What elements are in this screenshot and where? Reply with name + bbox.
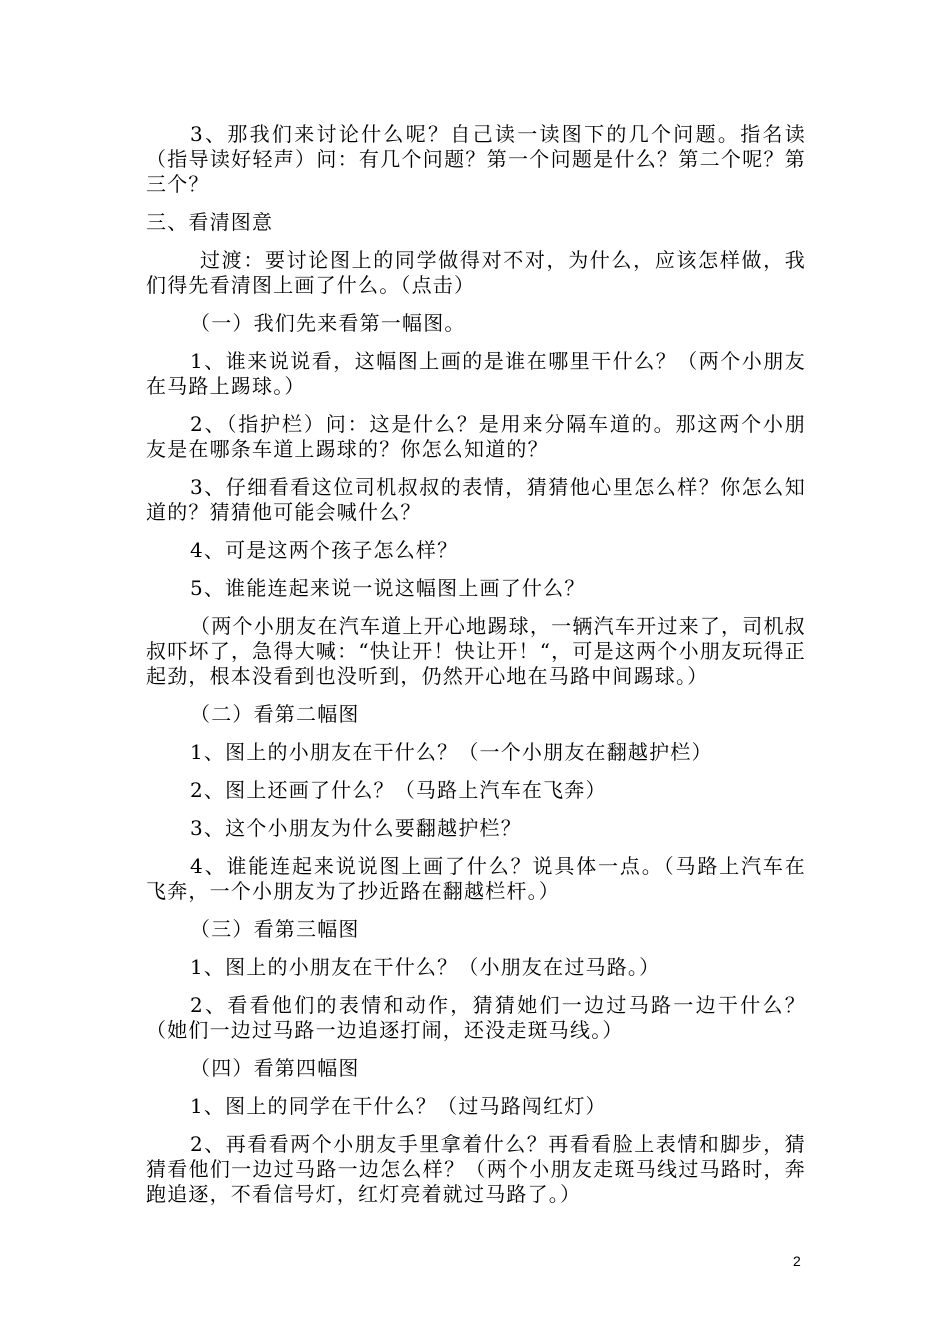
paragraph: 2、再看看两个小朋友手里拿着什么？再看看脸上表情和脚步，猜猜看他们一边过马路一边怎么样？（两个小朋友走斑马线过马路时，奔跑追逐，不看信号灯，红灯亮着就过马路了。） [146,1132,806,1206]
paragraph: 3、仔细看看这位司机叔叔的表情，猜猜他心里怎么样？你怎么知道的？猜猜他可能会喊什么？ [146,475,806,524]
page-content [146,122,806,1220]
paragraph: 3、那我们来讨论什么呢？自己读一读图下的几个问题。指名读（指导读好轻声）问：有几个问题？第一个问题是什么？第二个呢？第三个？ [146,122,806,196]
paragraph: 过渡：要讨论图上的同学做得对不对，为什么，应该怎样做，我们得先看清图上画了什么。（点击） [146,248,806,297]
paragraph: （两个小朋友在汽车道上开心地踢球，一辆汽车开过来了，司机叔叔吓坏了，急得大喊：“快让开！快让开！“，可是这两个小朋友玩得正起劲，根本没看到也没听到，仍然开心地在马路中间踢球。） [146,614,806,688]
paragraph: 2、图上还画了什么？（马路上汽车在飞奔） [190,778,607,802]
paragraph: （一）我们先来看第一幅图。 [190,311,466,335]
paragraph: 1、图上的小朋友在干什么？（一个小朋友在翻越护栏） [190,740,713,764]
paragraph: 三、看清图意 [146,210,274,234]
paragraph: 1、图上的同学在干什么？（过马路闯红灯） [190,1094,607,1118]
paragraph: 4、可是这两个孩子怎么样？ [190,538,459,562]
paragraph: 3、这个小朋友为什么要翻越护栏？ [190,816,522,840]
paragraph: （二）看第二幅图 [190,702,360,726]
paragraph: 2、（指护栏）问：这是什么？是用来分隔车道的。那这两个小朋友是在哪条车道上踢球的？你怎么知道的？ [146,412,806,461]
paragraph: 1、谁来说说看，这幅图上画的是谁在哪里干什么？（两个小朋友在马路上踢球。） [146,349,806,398]
paragraph: （四）看第四幅图 [190,1056,360,1080]
paragraph: （三）看第三幅图 [190,917,360,941]
page-number: 2 [793,1253,801,1269]
paragraph: 1、图上的小朋友在干什么？（小朋友在过马路。） [190,955,661,979]
paragraph: 5、谁能连起来说一说这幅图上画了什么？ [190,576,586,600]
paragraph: 2、看看他们的表情和动作，猜猜她们一边过马路一边干什么？（她们一边过马路一边追逐打闹，还没走斑马线。） [146,993,806,1042]
paragraph: 4、谁能连起来说说图上画了什么？说具体一点。（马路上汽车在飞奔，一个小朋友为了抄近路在翻越栏杆。） [146,854,806,903]
